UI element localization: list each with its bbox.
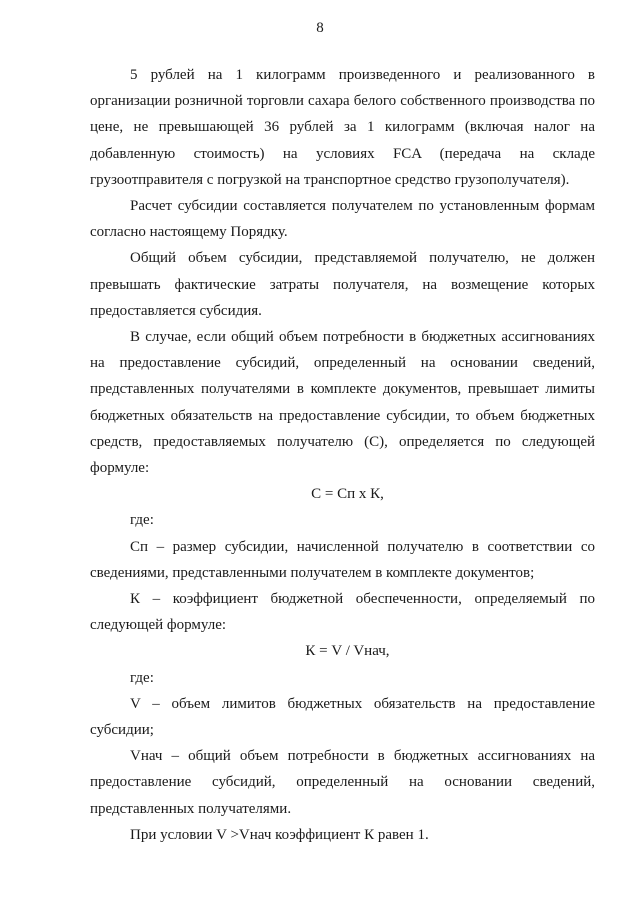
paragraph-subsidy-rate: 5 рублей на 1 килограмм произведенного и реализованного в организации розничной торговли сахара белого собственного производства по цене, не превышающей 36 рублей за 1 килограмм (включая налог на добавленную стоимость) на условиях FCA (передача на складе грузоотправителя с погрузкой на транспортное средство грузополучателя). <box>90 67 595 188</box>
paragraph-calculation: Расчет субсидии составляется получателем по установленным формам согласно настоящему Порядку. <box>90 198 595 241</box>
formula-coefficient: К = V / Vнач, <box>305 643 390 660</box>
paragraph-total-volume: Общий объем субсидии, представляемой получателю, не должен превышать фактические затраты получателя, на возмещение которых предоставляется субсидия. <box>90 250 595 319</box>
paragraph-budget-case: В случае, если общий объем потребности в бюджетных ассигнованиях на предоставление субсидий, определенный на основании сведений, представленных получателями в комплекте документов, превышает лимиты бюджетных обязательств на предоставление субсидии, то объем бюджетных средств, предоставляемых получателю (С), определяется по следующей формуле: <box>90 329 595 477</box>
definition-sp: Сп – размер субсидии, начисленной получателю в соответствии со сведениями, представленными получателем в комплекте документов; <box>90 538 595 581</box>
definition-k: К – коэффициент бюджетной обеспеченности, определяемый по следующей формуле: <box>90 591 595 634</box>
condition-paragraph: При условии V >Vнач коэффициент К равен 1. <box>130 826 429 843</box>
where-label-2: где: <box>130 669 154 686</box>
formula-subsidy: С = Сп х К, <box>311 486 384 503</box>
definition-v: V – объем лимитов бюджетных обязательств на предоставление субсидии; <box>90 695 595 739</box>
definition-vnach: Vнач – общий объем потребности в бюджетных ассигнованиях на предоставление субсидий, определенный на основании сведений, представленных получателями. <box>90 748 595 817</box>
where-label-1: где: <box>130 512 154 529</box>
page-number: 8 <box>316 20 324 36</box>
document-body <box>90 62 595 848</box>
